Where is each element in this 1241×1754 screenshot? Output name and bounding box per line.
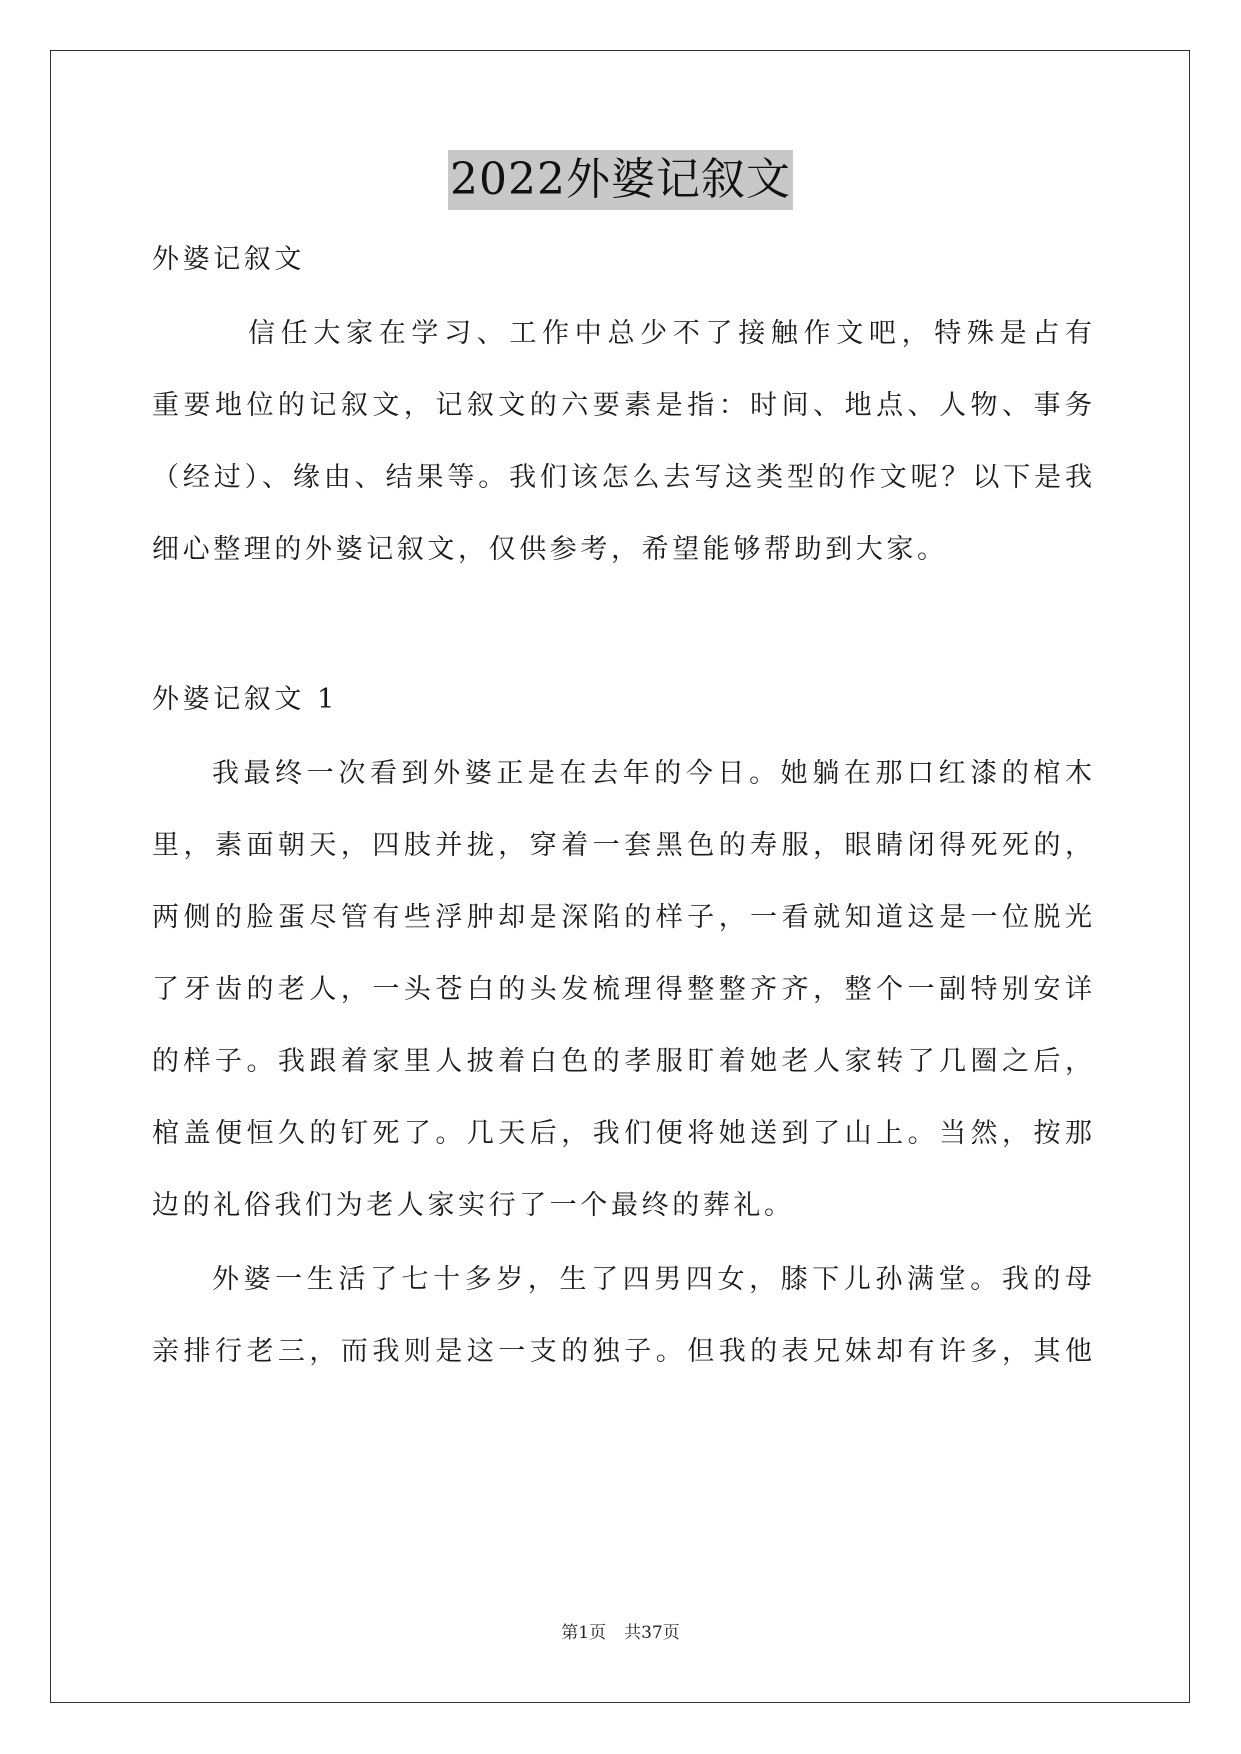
paragraph2-line-1: 外婆一生活了七十多岁，生了四男四女，膝下儿孙满堂。我的母 bbox=[212, 1264, 1092, 1295]
paragraph1-line-7: 边的礼俗我们为老人家实行了一个最终的葬礼。 bbox=[152, 1190, 795, 1221]
page-total: 共37页 bbox=[624, 1623, 680, 1643]
intro-line-3: （经过）、缘由、结果等。我们该怎么去写这类型的作文呢？以下是我 bbox=[152, 462, 1092, 493]
page-number: 第1页 bbox=[561, 1623, 607, 1643]
paragraph1-line-2: 里，素面朝天，四肢并拢，穿着一套黑色的寿服，眼睛闭得死死的， bbox=[152, 830, 1092, 861]
paragraph1-line-3: 两侧的脸蛋尽管有些浮肿却是深陷的样子，一看就知道这是一位脱光 bbox=[152, 902, 1092, 933]
page-footer bbox=[0, 1621, 1241, 1645]
page-border bbox=[50, 50, 1190, 1703]
title-container bbox=[0, 150, 1241, 210]
paragraph1-line-5: 的样子。我跟着家里人披着白色的孝服盯着她老人家转了几圈之后， bbox=[152, 1046, 1092, 1077]
paragraph1-line-4: 了牙齿的老人，一头苍白的头发梳理得整整齐齐，整个一副特别安详 bbox=[152, 974, 1092, 1005]
intro-line-4: 细心整理的外婆记叙文，仅供参考，希望能够帮助到大家。 bbox=[152, 534, 948, 565]
paragraph2-line-2: 亲排行老三，而我则是这一支的独子。但我的表兄妹却有许多，其他 bbox=[152, 1336, 1092, 1367]
paragraph1-line-1: 我最终一次看到外婆正是在去年的今日。她躺在那口红漆的棺木 bbox=[212, 758, 1092, 789]
intro-line-2: 重要地位的记叙文，记叙文的六要素是指：时间、地点、人物、事务 bbox=[152, 390, 1092, 421]
intro-line-1: 信任大家在学习、工作中总少不了接触作文吧，特殊是占有 bbox=[248, 318, 1092, 349]
paragraph1-line-6: 棺盖便恒久的钉死了。几天后，我们便将她送到了山上。当然，按那 bbox=[152, 1118, 1092, 1149]
section-heading: 外婆记叙文 1 bbox=[152, 684, 338, 715]
document-subtitle: 外婆记叙文 bbox=[152, 244, 305, 275]
document-title: 2022外婆记叙文 bbox=[448, 150, 793, 210]
